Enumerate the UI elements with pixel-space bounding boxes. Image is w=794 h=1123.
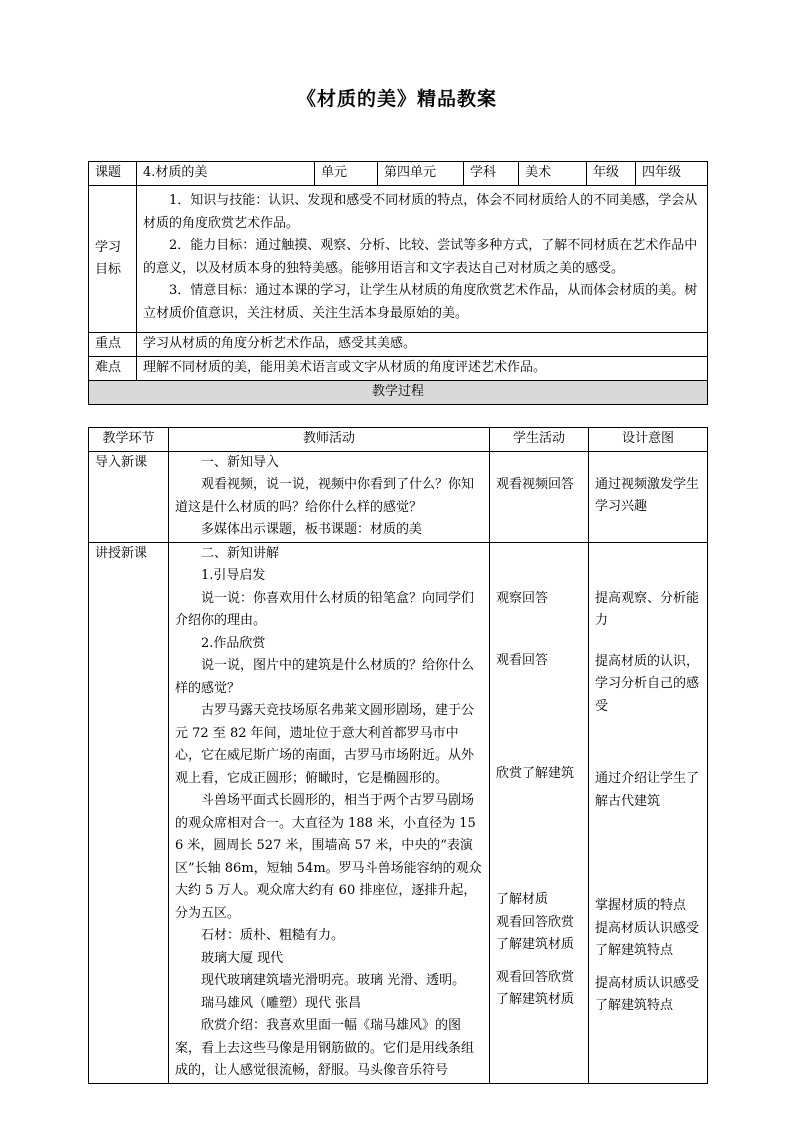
teacher-teach: [169, 542, 490, 1083]
teacher-line: 斗兽场平面式长圆形的，相当于两个古罗马剧场的观众席相对合一。大直径为 188 米，小直径为 156 米，圆周长 527 米，围墙高 57 米，中央的“表演区”长轴 86m，短轴 54m。罗马斗兽场能容纳的观众大约 5 万人。观众席大约有 60 排座位，逐排升起，分为五区。: [175, 793, 482, 921]
teacher-line: 欣赏介绍：我喜欢里面一幅《瑞马雄风》的图案，看上去这些马像是用钢筋做的。它们是用线条组成的，让人感觉很流畅，舒服。马头像音乐符号: [175, 1018, 475, 1078]
student-intro: 观看视频回答: [490, 451, 589, 542]
header-teacher: 教师活动: [169, 428, 490, 452]
header-student: 学生活动: [490, 428, 589, 452]
header-intent: 设计意图: [589, 428, 708, 452]
subject-value: 美术: [519, 162, 587, 186]
subject-label: 学科: [464, 162, 519, 186]
header-stage: 教学环节: [89, 428, 169, 452]
document-title: 《材质的美》精品教案: [296, 88, 497, 110]
topic-label: 课题: [89, 162, 137, 186]
topic-value: 4.材质的美: [137, 162, 315, 186]
key-point-label: 重点: [89, 333, 137, 357]
teacher-line: 2.作品欣赏: [201, 635, 266, 651]
unit-value: 第四单元: [378, 162, 464, 186]
student-line: 观察回答: [496, 590, 549, 606]
teacher-line: 1.引导启发: [201, 568, 266, 583]
goal-item: 2．能力目标：通过触摸、观察、分析、比较、尝试等多种方式，了解不同材质在艺术作品中的意义，以及材质本身的独特美感。能够用语言和文字表达自己对材质之美的感受。: [143, 238, 698, 276]
difficulty-value: 理解不同材质的美，能用美术语言或文字从材质的角度评述艺术作品。: [137, 357, 708, 381]
student-line: 观看回答欣赏了解建筑材质: [496, 969, 575, 1007]
stage-intro: 导入新课: [89, 451, 169, 542]
grade-value: 四年级: [636, 162, 708, 186]
intent-teach: [589, 542, 708, 1083]
intent-line: 提高观察、分析能力: [595, 590, 700, 628]
goals-label: 学习目标: [89, 186, 137, 333]
teacher-line: 石材：质朴、粗糙有力。: [201, 928, 345, 943]
goal-item: 1．知识与技能：认识、发现和感受不同材质的特点，体会不同材质给人的不同美感，学会从材质的角度欣赏艺术作品。: [143, 193, 698, 231]
difficulty-label: 难点: [89, 357, 137, 381]
student-line: 欣赏了解建筑: [496, 765, 575, 781]
intent-line: 提高材质的认识，学习分析自己的感受: [595, 653, 700, 714]
teacher-line: 二、新知讲解: [201, 545, 280, 561]
intent-line: 掌握材质的特点: [595, 898, 687, 913]
teacher-line: 观看视频，说一说，视频中你看到了什么？你知道这是什么材质的吗？给你什么样的感觉？: [175, 477, 475, 515]
goals-content: [137, 186, 708, 333]
student-line: 观看回答: [496, 653, 549, 668]
student-line: 了解材质: [496, 892, 549, 907]
grade-label: 年级: [587, 162, 636, 186]
process-section-title: 教学过程: [89, 381, 708, 405]
key-point-value: 学习从材质的角度分析艺术作品，感受其美感。: [137, 333, 708, 357]
info-table: [88, 161, 708, 405]
teacher-line: 古罗马露天竞技场原名弗莱文圆形剧场，建于公元 72 至 82 年间，遗址位于意大利首都罗马市中心，它在威尼斯广场的南面，古罗马市场附近。从外观上看，它成正圆形；俯瞰时，它是椭圆形的。: [175, 703, 475, 786]
goal-item: 3．情意目标：通过本课的学习，让学生从材质的角度欣赏艺术作品，从而体会材质的美。树立材质价值意识，关注材质、关注生活本身最原始的美。: [143, 283, 698, 321]
intent-line: 提高材质认识感受了解建筑特点: [595, 920, 700, 958]
unit-label: 单元: [315, 162, 378, 186]
student-line: 观看回答欣赏了解建筑材质: [496, 914, 575, 952]
intent-intro: 通过视频激发学生学习兴趣: [589, 451, 708, 542]
intent-line: 通过介绍让学生了解古代建筑: [595, 771, 700, 809]
teacher-line: 瑞马雄风（雕塑）现代 张昌: [201, 995, 362, 1011]
student-teach: [490, 542, 589, 1083]
teacher-line: 玻璃大厦 现代: [201, 950, 284, 966]
process-table: [88, 427, 708, 1084]
stage-teach: 讲授新课: [89, 542, 169, 1083]
teacher-line: 现代玻璃建筑墙光滑明亮。玻璃 光滑、透明。: [201, 973, 466, 988]
teacher-line: 一、新知导入: [201, 454, 280, 470]
teacher-line: 说一说，图片中的建筑是什么材质的？给你什么样的感觉？: [175, 658, 475, 696]
teacher-intro: [169, 451, 490, 542]
teacher-line: 多媒体出示课题，板书课题：材质的美: [201, 522, 423, 537]
intent-line: 提高材质认识感受了解建筑特点: [595, 975, 700, 1013]
teacher-line: 说一说：你喜欢用什么材质的铅笔盒？向同学们介绍你的理由。: [175, 590, 475, 628]
